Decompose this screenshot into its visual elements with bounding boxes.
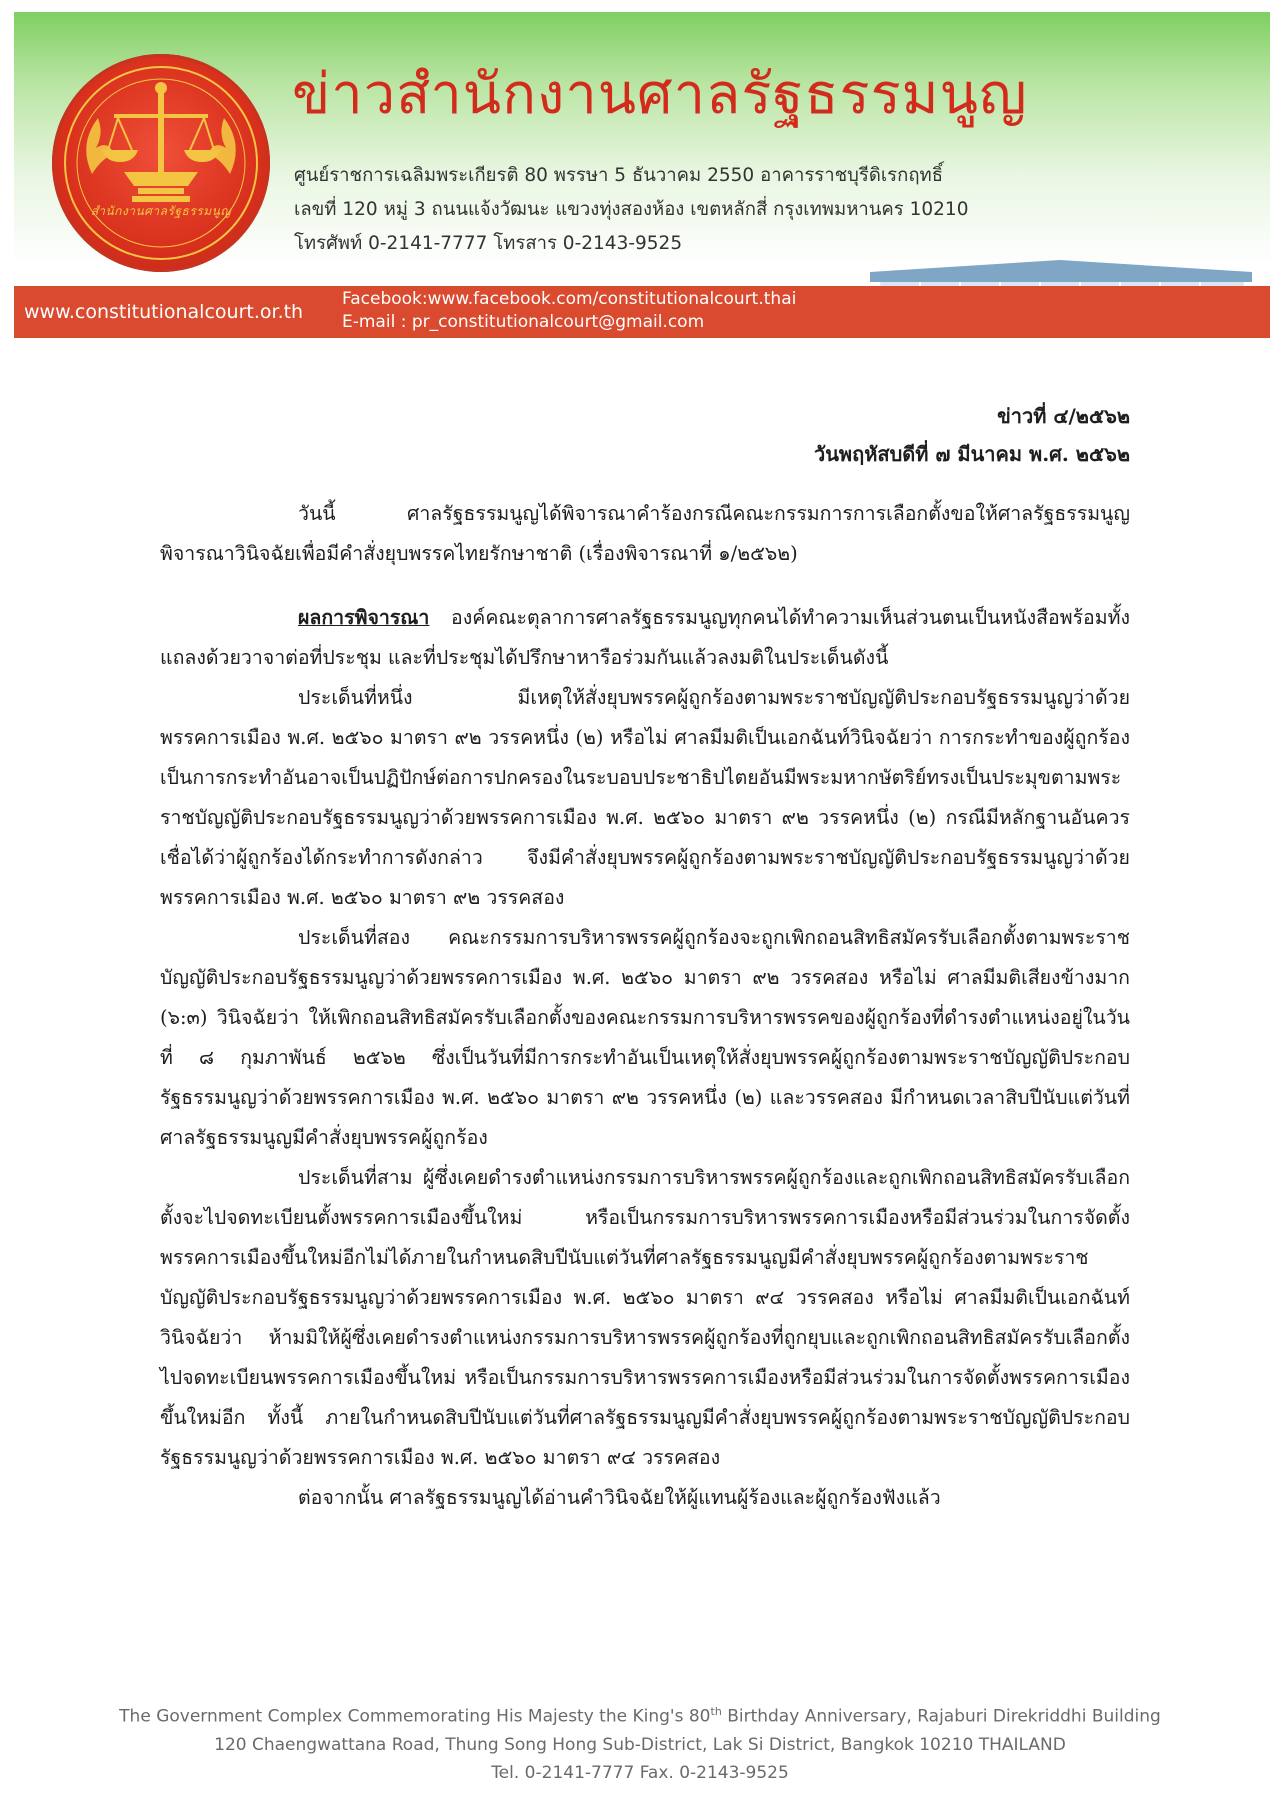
website-link[interactable]: www.constitutionalcourt.or.th (24, 301, 304, 323)
organization-title: ข่าวสำนักงานศาลรัฐธรรมนูญ (292, 62, 1028, 127)
paragraph-intro: วันนี้ ศาลรัฐธรรมนูญได้พิจารณาคำร้องกรณีคณะกรรมการการเลือกตั้งขอให้ศาลรัฐธรรมนูญพิจารณาวินิจฉัยเพื่อมีคำสั่งยุบพรรคไทยรักษาชาติ (เรื่องพิจารณาที่ ๑/๒๕๖๒) (160, 502, 1130, 565)
footer-address (0, 1698, 1280, 1787)
footer-line-2: 120 Chaengwattana Road, Thung Song Hong Sub-District, Lak Si District, Bangkok 10210 THAILAND (214, 1734, 1066, 1755)
address-line-1: ศูนย์ราชการเฉลิมพระเกียรติ 80 พรรษา 5 ธันวาคม 2550 อาคารราชบุรีดิเรกฤทธิ์ (294, 165, 944, 186)
news-number: ข่าวที่ ๔/๒๕๖๒ (997, 404, 1130, 428)
paragraph-issue-3: ประเด็นที่สาม ผู้ซึ่งเคยดำรงตำแหน่งกรรมการบริหารพรรคผู้ถูกร้องและถูกเพิกถอนสิทธิสมัครรับเลือกตั้งจะไปจดทะเบียนตั้งพรรคการเมืองขึ้นใหม่ หรือเป็นกรรมการบริหารพรรคการเมืองหรือมีส่วนร่วมในการจัดตั้งพรรคการเมืองขึ้นใหม่อีกไม่ได้ภายในกำหนดสิบปีนับแต่วันที่ศาลรัฐธรรมนูญมีคำสั่งยุบพรรคผู้ถูกร้องตามพระราชบัญญัติประกอบรัฐธรรมนูญว่าด้วยพรรคการเมือง พ.ศ. ๒๕๖๐ มาตรา ๙๔ วรรคสอง หรือไม่ ศาลมีมติเป็นเอกฉันท์วินิจฉัยว่า ห้ามมิให้ผู้ซึ่งเคยดำรงตำแหน่งกรรมการบริหารพรรคผู้ถูกร้องที่ถูกยุบและถูกเพิกถอนสิทธิสมัครรับเลือกตั้งไปจดทะเบียนพรรคการเมืองขึ้นใหม่ หรือเป็นกรรมการบริหารพรรคการเมืองหรือมีส่วนร่วมในการจัดตั้งพรรคการเมืองขึ้นใหม่อีก ทั้งนี้ ภายในกำหนดสิบปีนับแต่วันที่ศาลรัฐธรรมนูญมีคำสั่งยุบพรรคผู้ถูกร้องตามพระราชบัญญัติประกอบรัฐธรรมนูญว่าด้วยพรรคการเมือง พ.ศ. ๒๕๖๐ มาตรา ๙๔ วรรคสอง (160, 1166, 1130, 1469)
result-heading: ผลการพิจารณา (298, 606, 430, 629)
facebook-link[interactable]: :www.facebook.com/constitutionalcourt.thai (421, 289, 797, 309)
court-seal-logo (52, 54, 270, 272)
footer-line-3: Tel. 0-2141-7777 Fax. 0-2143-9525 (491, 1762, 789, 1783)
document-body (160, 494, 1130, 1518)
paragraph-result (160, 598, 1130, 678)
address-line-3: โทรศัพท์ 0-2141-7777 โทรสาร 0-2143-9525 (294, 233, 683, 254)
paragraph-issue-2: ประเด็นที่สอง คณะกรรมการบริหารพรรคผู้ถูกร้องจะถูกเพิกถอนสิทธิสมัครรับเลือกตั้งตามพระราชบัญญัติประกอบรัฐธรรมนูญว่าด้วยพรรคการเมือง พ.ศ. ๒๕๖๐ มาตรา ๙๒ วรรคสอง หรือไม่ ศาลมีมติเสียงข้างมาก (๖:๓) วินิจฉัยว่า ให้เพิกถอนสิทธิสมัครรับเลือกตั้งของคณะกรรมการบริหารพรรคของผู้ถูกร้องที่ดำรงตำแหน่งอยู่ในวันที่ ๘ กุมภาพันธ์ ๒๕๖๒ ซึ่งเป็นวันที่มีการกระทำอันเป็นเหตุให้สั่งยุบพรรคผู้ถูกร้องตามพระราชบัญญัติประกอบรัฐธรรมนูญว่าด้วยพรรคการเมือง พ.ศ. ๒๕๖๐ มาตรา ๙๒ วรรคหนึ่ง (๒) และวรรคสอง มีกำหนดเวลาสิบปีนับแต่วันที่ศาลรัฐธรรมนูญมีคำสั่งยุบพรรคผู้ถูกร้อง (160, 926, 1130, 1149)
scales-of-justice-icon (52, 54, 270, 272)
news-date: วันพฤหัสบดีที่ ๗ มีนาคม พ.ศ. ๒๕๖๒ (814, 442, 1130, 466)
paragraph-issue-1: ประเด็นที่หนึ่ง มีเหตุให้สั่งยุบพรรคผู้ถูกร้องตามพระราชบัญญัติประกอบรัฐธรรมนูญว่าด้วยพรรคการเมือง พ.ศ. ๒๕๖๐ มาตรา ๙๒ วรรคหนึ่ง (๒) หรือไม่ ศาลมีมติเป็นเอกฉันท์วินิจฉัยว่า การกระทำของผู้ถูกร้องเป็นการกระทำอันอาจเป็นปฏิปักษ์ต่อการปกครองในระบอบประชาธิปไตยอันมีพระมหากษัตริย์ทรงเป็นประมุขตามพระราชบัญญัติประกอบรัฐธรรมนูญว่าด้วยพรรคการเมือง พ.ศ. ๒๕๖๐ มาตรา ๙๒ วรรคหนึ่ง (๒) กรณีมีหลักฐานอันควรเชื่อได้ว่าผู้ถูกร้องได้กระทำการดังกล่าว จึงมีคำสั่งยุบพรรคผู้ถูกร้องตามพระราชบัญญัติประกอบรัฐธรรมนูญว่าด้วยพรรคการเมือง พ.ศ. ๒๕๖๐ มาตรา ๙๒ วรรคสอง (160, 686, 1130, 909)
facebook-label: Facebook (342, 289, 422, 309)
contact-banner (14, 286, 1270, 338)
footer-line-1 (0, 1698, 1280, 1731)
email-label: E-mail (342, 312, 396, 332)
paragraph-closing: ต่อจากนั้น ศาลรัฐธรรมนูญได้อ่านคำวินิจฉัยให้ผู้แทนผู้ร้องและผู้ถูกร้องฟังแล้ว (298, 1486, 941, 1509)
email-link[interactable]: : pr_constitutionalcourt@gmail.com (400, 312, 705, 332)
result-text: องค์คณะตุลาการศาลรัฐธรรมนูญทุกคนได้ทำความเห็นส่วนตนเป็นหนังสือพร้อมทั้งแถลงด้วยวาจาต่อที่ประชุม และที่ประชุมได้ปรึกษาหารือร่วมกันแล้วลงมติในประเด็นดังนี้ (160, 606, 1130, 669)
footer-line-1a: The Government Complex Commemorating His Majesty the King's 80 (119, 1706, 711, 1727)
address-line-2: เลขที่ 120 หมู่ 3 ถนนแจ้งวัฒนะ แขวงทุ่งสองห้อง เขตหลักสี่ กรุงเทพมหานคร 10210 (294, 199, 969, 220)
seal-caption: สำนักงานศาลรัฐธรรมนูญ (90, 204, 232, 218)
contact-details (342, 288, 862, 334)
footer-superscript: th (710, 1705, 722, 1718)
footer-line-1b: Birthday Anniversary, Rajaburi Direkriddhi Building (721, 1706, 1161, 1727)
